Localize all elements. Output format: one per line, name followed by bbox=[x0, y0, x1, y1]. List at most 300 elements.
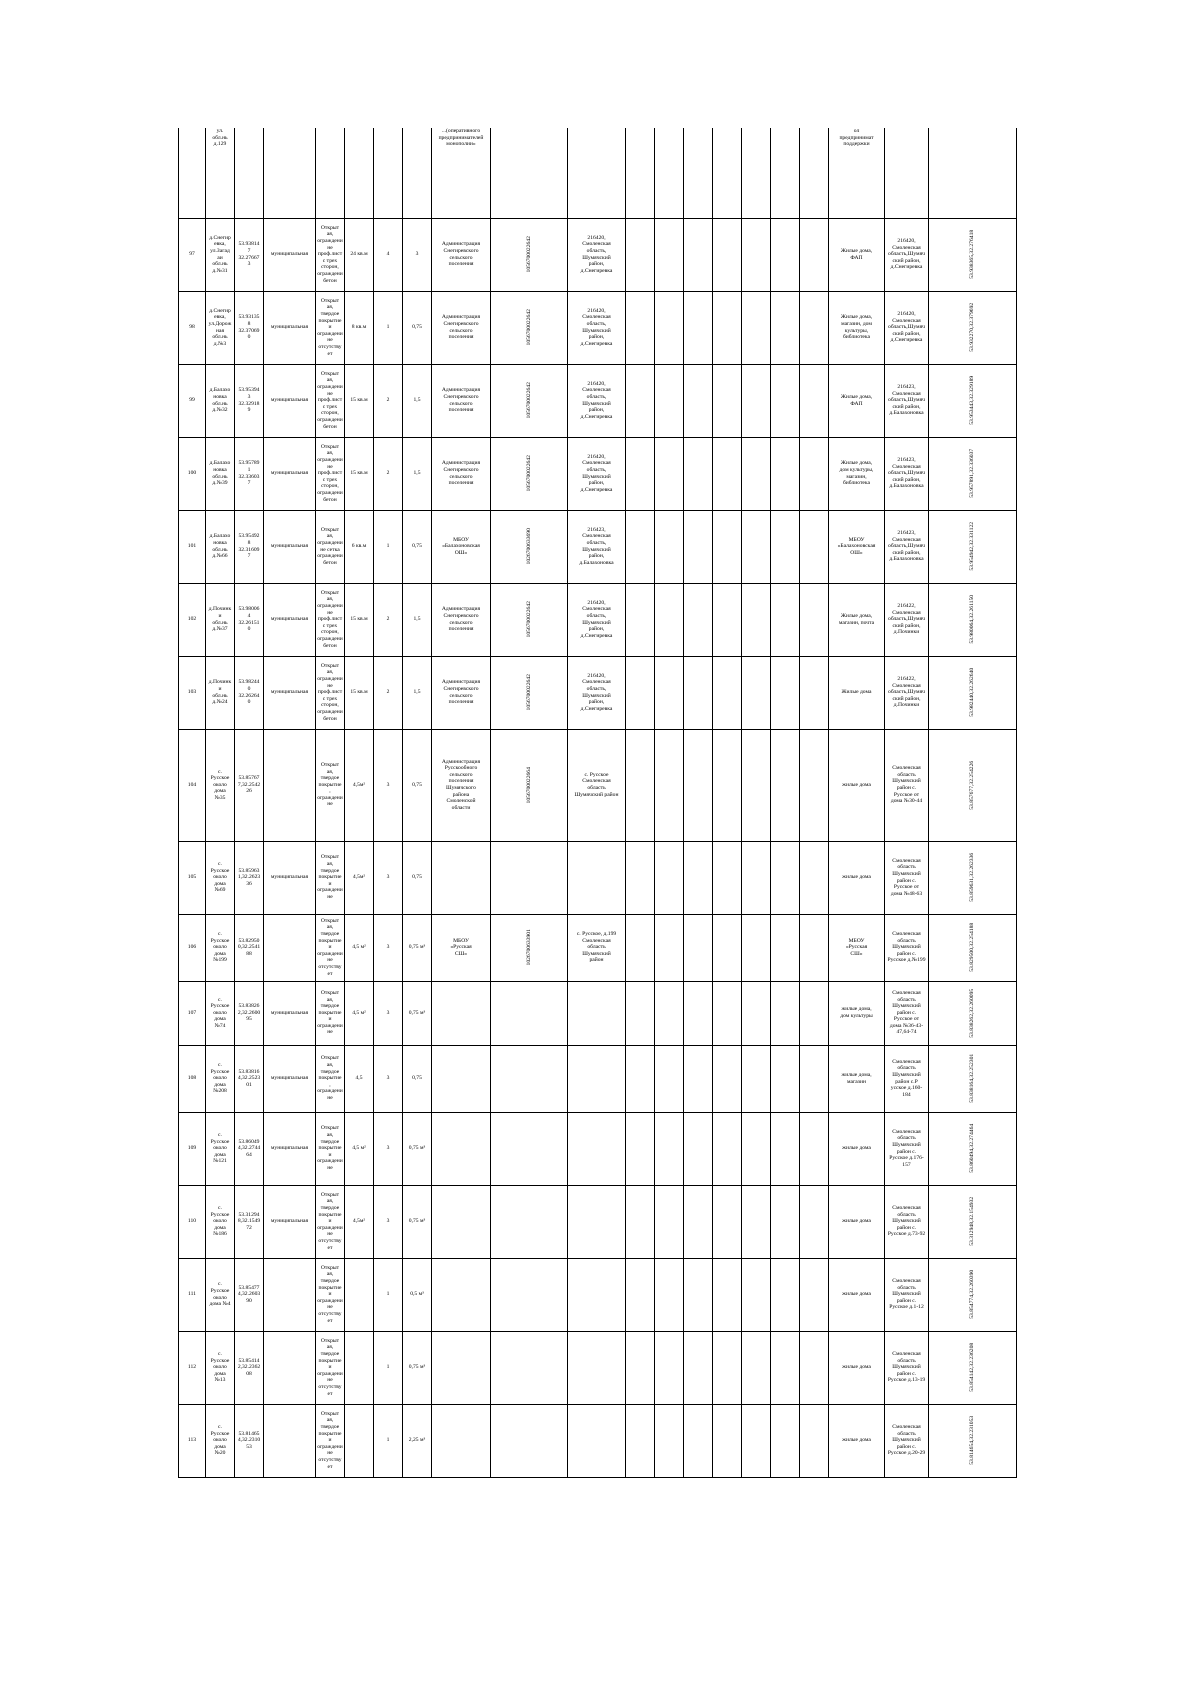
area-cell bbox=[345, 841, 374, 914]
owner-name-cell bbox=[432, 981, 491, 1045]
table-row bbox=[179, 1404, 1017, 1477]
surface-type-text: Открыт ая, ограждени не проф.лист с трех сторон, ограждени бетон bbox=[317, 370, 343, 430]
waste-source-cell bbox=[829, 437, 885, 510]
row-number-text: 106 bbox=[187, 944, 197, 951]
ownership-cell bbox=[264, 1404, 316, 1477]
owner-ogrn-cell bbox=[491, 1185, 568, 1258]
service-location-cell bbox=[885, 1185, 929, 1258]
empty-cell bbox=[626, 1404, 655, 1477]
service-location-text: 216422, Смоленская область,Шумяч ский район, д.Починки bbox=[888, 603, 925, 636]
container-count-cell bbox=[374, 981, 403, 1045]
gps-text: 53.860494,32.274464 bbox=[969, 1124, 976, 1173]
owner-address-cell bbox=[568, 841, 626, 914]
site-coordinates-cell bbox=[235, 981, 264, 1045]
container-volume-cell bbox=[403, 291, 432, 364]
row-number-text: 112 bbox=[187, 1364, 197, 1371]
empty-cell bbox=[742, 981, 771, 1045]
waste-source-text: ол предпринимат поддержки bbox=[839, 128, 874, 148]
area-text: 4,5 м² bbox=[352, 1145, 366, 1152]
container-count-cell bbox=[374, 218, 403, 291]
container-volume-cell bbox=[403, 364, 432, 437]
service-location-text: Смоленская область Шумячский район с. Русское д.176- 157 bbox=[889, 1128, 924, 1168]
site-coordinates-cell bbox=[235, 1045, 264, 1112]
empty-cell bbox=[568, 128, 626, 218]
area-cell bbox=[345, 1258, 374, 1331]
owner-name-text: Администрация Снегиревского сельского поселения bbox=[441, 241, 481, 268]
gps-text: 53.838262,32.260095 bbox=[969, 988, 976, 1038]
owner-name-cell bbox=[432, 1185, 491, 1258]
surface-type-cell bbox=[316, 1331, 345, 1404]
container-volume-cell bbox=[403, 218, 432, 291]
empty-cell bbox=[713, 437, 742, 510]
owner-name-cell bbox=[432, 510, 491, 583]
container-count-text: 3 bbox=[386, 781, 390, 788]
waste-source-text: Жилые дома, дом культуры, магазин, библиотека bbox=[839, 460, 874, 487]
ownership-cell bbox=[264, 841, 316, 914]
surface-type-cell bbox=[316, 1045, 345, 1112]
owner-name-cell bbox=[432, 128, 491, 218]
site-address-text: с. Русское около дома №20 bbox=[210, 1424, 230, 1457]
empty-cell bbox=[626, 729, 655, 841]
container-count-text: 3 bbox=[386, 944, 390, 951]
service-location-text: 216423, Смоленская область,Шумяч ский район, д.Балахоновка bbox=[888, 457, 925, 490]
container-count-text: 2 bbox=[386, 616, 390, 623]
ownership-cell bbox=[264, 1112, 316, 1185]
empty-cell bbox=[742, 1258, 771, 1331]
table-row bbox=[179, 364, 1017, 437]
surface-type-text: Открыт ая, твердое покрытие и ограждени не отсутству ет bbox=[317, 917, 343, 977]
empty-cell bbox=[626, 1331, 655, 1404]
empty-cell bbox=[800, 437, 829, 510]
area-cell bbox=[345, 583, 374, 656]
empty-cell bbox=[684, 291, 713, 364]
site-address-cell bbox=[206, 364, 235, 437]
container-count-cell bbox=[374, 1185, 403, 1258]
owner-name-cell bbox=[432, 291, 491, 364]
table-row bbox=[179, 291, 1017, 364]
site-coordinates-text: 53.95789 1 32.33603 7 bbox=[238, 460, 260, 487]
owner-ogrn-text: 1056700022642 bbox=[525, 601, 532, 638]
service-location-text: Смоленская область Шумячский район с.Р усское д.160- 184 bbox=[890, 1058, 923, 1098]
gps-text: 53.859631,32.262336 bbox=[969, 853, 976, 902]
empty-cell bbox=[800, 1185, 829, 1258]
gps-cell bbox=[929, 1404, 1017, 1477]
empty-cell bbox=[264, 128, 316, 218]
empty-cell bbox=[626, 1185, 655, 1258]
owner-name-text: МБОУ «Русская СШ» bbox=[450, 937, 472, 957]
surface-type-text: Открыт ая, твердое покрытие , ограждени не bbox=[317, 1055, 343, 1101]
empty-cell bbox=[655, 128, 684, 218]
area-cell bbox=[345, 291, 374, 364]
surface-type-cell bbox=[316, 1404, 345, 1477]
empty-cell bbox=[713, 291, 742, 364]
site-coordinates-text: 53.85963 1,32.2623 36 bbox=[237, 867, 261, 887]
area-text: 4,5 bbox=[355, 1075, 363, 1082]
owner-name-text: МБОУ «Балахоновская ОШ» bbox=[442, 536, 480, 556]
owner-ogrn-text: 1056700022642 bbox=[525, 674, 532, 711]
empty-cell bbox=[626, 914, 655, 981]
site-address-text: д.Починк и обл.нь д.№37 bbox=[208, 606, 232, 633]
gps-cell bbox=[929, 1258, 1017, 1331]
table-row bbox=[179, 1331, 1017, 1404]
area-text: 15 кв.м bbox=[350, 616, 368, 623]
container-volume-text: 0,75 м³ bbox=[408, 1009, 426, 1016]
owner-name-cell bbox=[432, 1331, 491, 1404]
container-volume-text: 1,5 bbox=[413, 470, 421, 477]
empty-cell bbox=[771, 1258, 800, 1331]
site-address-cell bbox=[206, 1258, 235, 1331]
empty-cell bbox=[684, 841, 713, 914]
row-number-text: 102 bbox=[187, 616, 197, 623]
empty-cell bbox=[929, 128, 1017, 218]
area-cell bbox=[345, 510, 374, 583]
waste-source-cell bbox=[829, 291, 885, 364]
empty-cell bbox=[771, 128, 800, 218]
ownership-cell bbox=[264, 729, 316, 841]
owner-ogrn-cell bbox=[491, 510, 568, 583]
site-coordinates-cell bbox=[235, 841, 264, 914]
gps-cell bbox=[929, 841, 1017, 914]
owner-ogrn-cell bbox=[491, 1045, 568, 1112]
empty-cell bbox=[800, 914, 829, 981]
empty-cell bbox=[800, 656, 829, 729]
service-location-cell bbox=[885, 656, 929, 729]
row-number-cell bbox=[179, 437, 206, 510]
gps-text: 53.312948,32.154932 bbox=[969, 1197, 976, 1246]
owner-address-cell bbox=[568, 291, 626, 364]
row-number-text: 105 bbox=[187, 874, 197, 881]
table-row bbox=[179, 218, 1017, 291]
empty-cell bbox=[800, 364, 829, 437]
service-location-cell bbox=[885, 981, 929, 1045]
waste-source-text: жилые дома bbox=[842, 1145, 871, 1152]
owner-address-cell bbox=[568, 656, 626, 729]
site-address-text: д.Починк и обл.нь д.№24 bbox=[208, 679, 232, 706]
surface-type-cell bbox=[316, 583, 345, 656]
empty-cell bbox=[713, 1404, 742, 1477]
empty-cell bbox=[626, 291, 655, 364]
row-number-text: 110 bbox=[187, 1218, 197, 1225]
empty-cell bbox=[684, 656, 713, 729]
service-location-text: Смоленская область Шумячский район с. Русское д.73-92 bbox=[887, 1205, 926, 1238]
container-count-cell bbox=[374, 291, 403, 364]
container-count-cell bbox=[374, 841, 403, 914]
site-coordinates-text: 53.85767 7,32.2542 26 bbox=[237, 775, 261, 795]
row-number-cell bbox=[179, 1112, 206, 1185]
empty-cell bbox=[713, 841, 742, 914]
gps-cell bbox=[929, 914, 1017, 981]
empty-cell bbox=[655, 1045, 684, 1112]
empty-cell bbox=[800, 1045, 829, 1112]
area-text: 6 кв.м bbox=[351, 543, 367, 550]
waste-source-text: жилые дома bbox=[842, 1291, 871, 1298]
area-cell bbox=[345, 364, 374, 437]
ownership-cell bbox=[264, 1258, 316, 1331]
service-location-cell bbox=[885, 437, 929, 510]
waste-source-cell bbox=[829, 1045, 885, 1112]
row-number-text: 101 bbox=[187, 543, 197, 550]
empty-cell bbox=[626, 1258, 655, 1331]
site-coordinates-text: 53.98244 0 32.26264 0 bbox=[238, 679, 260, 706]
empty-cell bbox=[684, 1185, 713, 1258]
owner-address-cell bbox=[568, 510, 626, 583]
empty-cell bbox=[655, 841, 684, 914]
surface-type-cell bbox=[316, 218, 345, 291]
row-number-cell bbox=[179, 364, 206, 437]
site-address-text: ул. обл.нь д.129 bbox=[212, 128, 228, 148]
waste-source-text: МБОУ «Русская СШ» bbox=[845, 937, 868, 957]
empty-cell bbox=[742, 1185, 771, 1258]
site-address-cell bbox=[206, 1404, 235, 1477]
row-number-text: 109 bbox=[187, 1145, 197, 1152]
site-address-text: с. Русское около дома №4 bbox=[209, 1281, 231, 1308]
container-count-cell bbox=[374, 1404, 403, 1477]
container-volume-text: 0,75 м³ bbox=[408, 944, 426, 951]
row-number-cell bbox=[179, 1331, 206, 1404]
site-address-cell bbox=[206, 437, 235, 510]
ownership-text: муниципальная bbox=[270, 470, 309, 477]
ownership-text: муниципальная bbox=[270, 543, 309, 550]
container-count-text: 1 bbox=[386, 1364, 390, 1371]
gps-cell bbox=[929, 1112, 1017, 1185]
table-row bbox=[179, 510, 1017, 583]
site-address-text: д.Снегир евка, ул.Загад аи обл.нь д.№31 bbox=[209, 234, 231, 274]
container-volume-cell bbox=[403, 841, 432, 914]
owner-ogrn-cell bbox=[491, 291, 568, 364]
empty-cell bbox=[800, 1404, 829, 1477]
waste-source-cell bbox=[829, 729, 885, 841]
site-coordinates-text: 53.95492 8 32.31609 7 bbox=[238, 533, 260, 560]
empty-cell bbox=[800, 510, 829, 583]
row-number-cell bbox=[179, 656, 206, 729]
site-coordinates-text: 53.85414 2,32.2362 08 bbox=[237, 1357, 261, 1377]
area-text: 15 кв.м bbox=[350, 689, 368, 696]
empty-cell bbox=[684, 128, 713, 218]
table-row-continued bbox=[179, 128, 1017, 218]
site-address-cell bbox=[206, 291, 235, 364]
table-row bbox=[179, 1185, 1017, 1258]
container-count-text: 3 bbox=[386, 1218, 390, 1225]
empty-cell bbox=[742, 1112, 771, 1185]
empty-cell bbox=[771, 656, 800, 729]
owner-ogrn-cell bbox=[491, 1112, 568, 1185]
owner-name-cell bbox=[432, 841, 491, 914]
empty-cell bbox=[655, 1112, 684, 1185]
area-cell bbox=[345, 981, 374, 1045]
empty-cell bbox=[655, 364, 684, 437]
ownership-cell bbox=[264, 656, 316, 729]
ownership-text: муниципальная bbox=[270, 324, 309, 331]
surface-type-cell bbox=[316, 1185, 345, 1258]
waste-source-cell bbox=[829, 841, 885, 914]
table-row bbox=[179, 583, 1017, 656]
gps-text: 53.854774,32.260390 bbox=[969, 1270, 976, 1319]
empty-cell bbox=[713, 1331, 742, 1404]
table-row bbox=[179, 437, 1017, 510]
gps-text: 53.954942,32.331122 bbox=[969, 522, 976, 571]
ownership-cell bbox=[264, 914, 316, 981]
owner-address-cell bbox=[568, 729, 626, 841]
row-number-cell bbox=[179, 1404, 206, 1477]
row-number-cell bbox=[179, 841, 206, 914]
surface-type-text: Открыт ая, ограждени не проф.лист с трех сторон, ограждени бетон bbox=[317, 589, 343, 649]
container-volume-text: 1,5 bbox=[413, 397, 421, 404]
empty-cell bbox=[626, 437, 655, 510]
row-number-cell bbox=[179, 1045, 206, 1112]
gps-text: 53.857677,32.254226 bbox=[969, 760, 976, 810]
area-cell bbox=[345, 1331, 374, 1404]
empty-cell bbox=[771, 1404, 800, 1477]
site-address-text: д.Снегир евка, ул.Дорож ная обл.нь д.№3 bbox=[208, 307, 232, 347]
empty-cell bbox=[626, 1045, 655, 1112]
service-location-text: Смоленская область Шумячский район с. Русское от дома №36-43- 47,64-74 bbox=[889, 989, 924, 1036]
ownership-text: муниципальная bbox=[270, 251, 309, 258]
surface-type-text: Открыт ая, твердое покрытие и ограждени не bbox=[317, 989, 343, 1036]
empty-cell bbox=[713, 914, 742, 981]
surface-type-text: Открыт ая, твердое покрытие и ограждени не отсутству ет bbox=[317, 1264, 343, 1324]
owner-address-text: 216420, Смоленская область, Шумячский район, д.Снегиревка bbox=[580, 599, 613, 639]
gps-text: 53.957891,32.336037 bbox=[969, 449, 976, 498]
site-address-cell bbox=[206, 218, 235, 291]
owner-name-text: Администрация Снегиревского сельского поселения bbox=[441, 387, 481, 414]
surface-type-cell bbox=[316, 656, 345, 729]
service-location-cell bbox=[885, 1112, 929, 1185]
empty-cell bbox=[655, 1404, 684, 1477]
surface-type-text: Открыт ая, твердое покрытие и ограждени не отсутству ет bbox=[317, 297, 343, 357]
empty-cell bbox=[655, 1258, 684, 1331]
empty-cell bbox=[684, 364, 713, 437]
empty-cell bbox=[771, 1045, 800, 1112]
row-number-cell bbox=[179, 510, 206, 583]
empty-cell bbox=[885, 128, 929, 218]
surface-type-text: Открыт ая, твердое покрытие , ограждени не bbox=[317, 761, 343, 808]
owner-address-text: 216420, Смоленская область, Шумячский район, д.Снегиревка bbox=[580, 234, 613, 274]
empty-cell bbox=[626, 218, 655, 291]
site-coordinates-cell bbox=[235, 510, 264, 583]
row-number-text: 97 bbox=[189, 251, 195, 258]
owner-ogrn-text: 1056700022664 bbox=[525, 766, 532, 804]
empty-cell bbox=[742, 437, 771, 510]
empty-cell bbox=[713, 981, 742, 1045]
waste-source-text: Жилые дома, ФАП bbox=[840, 393, 873, 407]
service-location-text: 216423, Смоленская область,Шумяч ский район, д.Балахоновка bbox=[888, 530, 925, 563]
owner-ogrn-cell bbox=[491, 841, 568, 914]
waste-source-cell bbox=[829, 981, 885, 1045]
owner-ogrn-cell bbox=[491, 981, 568, 1045]
owner-ogrn-cell bbox=[491, 1331, 568, 1404]
ownership-text: муниципальная bbox=[270, 616, 309, 623]
gps-text: 53.838164,32.252301 bbox=[969, 1054, 976, 1103]
service-location-text: 216423, Смоленская область,Шумяч ский район, д.Балахоновка bbox=[888, 384, 925, 417]
container-volume-text: 1,5 bbox=[413, 616, 421, 623]
site-address-text: с. Русское около дома №13 bbox=[210, 1351, 230, 1384]
site-address-text: с. Русское около дома №69 bbox=[210, 861, 230, 894]
container-count-text: 3 bbox=[386, 1009, 390, 1016]
owner-name-text: Администрация Снегиревского сельского поселения bbox=[441, 679, 481, 706]
site-coordinates-cell bbox=[235, 914, 264, 981]
ownership-cell bbox=[264, 291, 316, 364]
empty-cell bbox=[713, 583, 742, 656]
empty-cell bbox=[626, 656, 655, 729]
gps-text: 53.938365,32.276418 bbox=[969, 230, 976, 279]
site-address-cell bbox=[206, 583, 235, 656]
table-row bbox=[179, 1258, 1017, 1331]
container-volume-text: 0,75 bbox=[412, 543, 422, 550]
gps-text: 53.829500,32.254188 bbox=[969, 923, 976, 972]
container-count-cell bbox=[374, 914, 403, 981]
waste-source-cell bbox=[829, 914, 885, 981]
ownership-cell bbox=[264, 437, 316, 510]
empty-cell bbox=[742, 729, 771, 841]
container-volume-cell bbox=[403, 583, 432, 656]
owner-ogrn-text: 1056700022642 bbox=[525, 455, 532, 492]
waste-source-cell bbox=[829, 656, 885, 729]
gps-cell bbox=[929, 291, 1017, 364]
site-address-text: с. Русское около дома №35 bbox=[210, 768, 230, 801]
waste-source-cell bbox=[829, 1185, 885, 1258]
area-text: 15 кв.м bbox=[350, 397, 368, 404]
table-row bbox=[179, 729, 1017, 841]
gps-cell bbox=[929, 583, 1017, 656]
area-cell bbox=[345, 729, 374, 841]
empty-cell bbox=[684, 1258, 713, 1331]
area-text: 24 кв.м bbox=[350, 251, 368, 258]
container-volume-cell bbox=[403, 1331, 432, 1404]
container-volume-cell bbox=[403, 1258, 432, 1331]
owner-ogrn-cell bbox=[491, 1258, 568, 1331]
container-volume-cell bbox=[403, 1185, 432, 1258]
container-count-cell bbox=[374, 583, 403, 656]
empty-cell bbox=[713, 1258, 742, 1331]
owner-address-cell bbox=[568, 981, 626, 1045]
site-address-text: д.Балахо новка обл.нь д.№39 bbox=[209, 460, 231, 487]
waste-source-cell bbox=[829, 1258, 885, 1331]
empty-cell bbox=[403, 128, 432, 218]
area-text: 4,5м² bbox=[352, 874, 366, 881]
owner-ogrn-cell bbox=[491, 1404, 568, 1477]
gps-cell bbox=[929, 981, 1017, 1045]
service-location-text: Смоленская область Шумячский район с. Русское от дома №30-44 bbox=[890, 765, 923, 805]
owner-ogrn-cell bbox=[491, 364, 568, 437]
empty-cell bbox=[742, 914, 771, 981]
site-address-cell bbox=[206, 1331, 235, 1404]
service-location-text: Смоленская область Шумячский район с. Русское д.№199 bbox=[887, 931, 926, 964]
row-number-cell bbox=[179, 729, 206, 841]
waste-source-text: Жилые дома, магазин, почта bbox=[838, 612, 875, 626]
owner-name-cell bbox=[432, 364, 491, 437]
row-number-cell bbox=[179, 218, 206, 291]
empty-cell bbox=[374, 128, 403, 218]
area-text: 15 кв.м bbox=[350, 470, 368, 477]
waste-source-cell bbox=[829, 1112, 885, 1185]
empty-cell bbox=[800, 841, 829, 914]
site-address-cell bbox=[206, 1185, 235, 1258]
row-number-text: 108 bbox=[187, 1075, 197, 1082]
site-coordinates-text: 53.31294 8,32.1549 72 bbox=[237, 1211, 261, 1231]
waste-source-text: Жилые дома, магазин, дом культуры, библиотека bbox=[840, 314, 873, 341]
surface-type-text: Открыт ая, твердое покрытие и ограждени не отсутству ет bbox=[317, 1410, 343, 1470]
site-coordinates-cell bbox=[235, 656, 264, 729]
owner-ogrn-text: 1056700022642 bbox=[525, 382, 532, 419]
empty-cell bbox=[626, 841, 655, 914]
empty-cell bbox=[179, 128, 206, 218]
site-coordinates-cell bbox=[235, 218, 264, 291]
owner-address-cell bbox=[568, 1045, 626, 1112]
container-volume-text: 0,75 bbox=[412, 874, 422, 881]
owner-address-cell bbox=[568, 437, 626, 510]
table-row bbox=[179, 914, 1017, 981]
container-count-cell bbox=[374, 510, 403, 583]
